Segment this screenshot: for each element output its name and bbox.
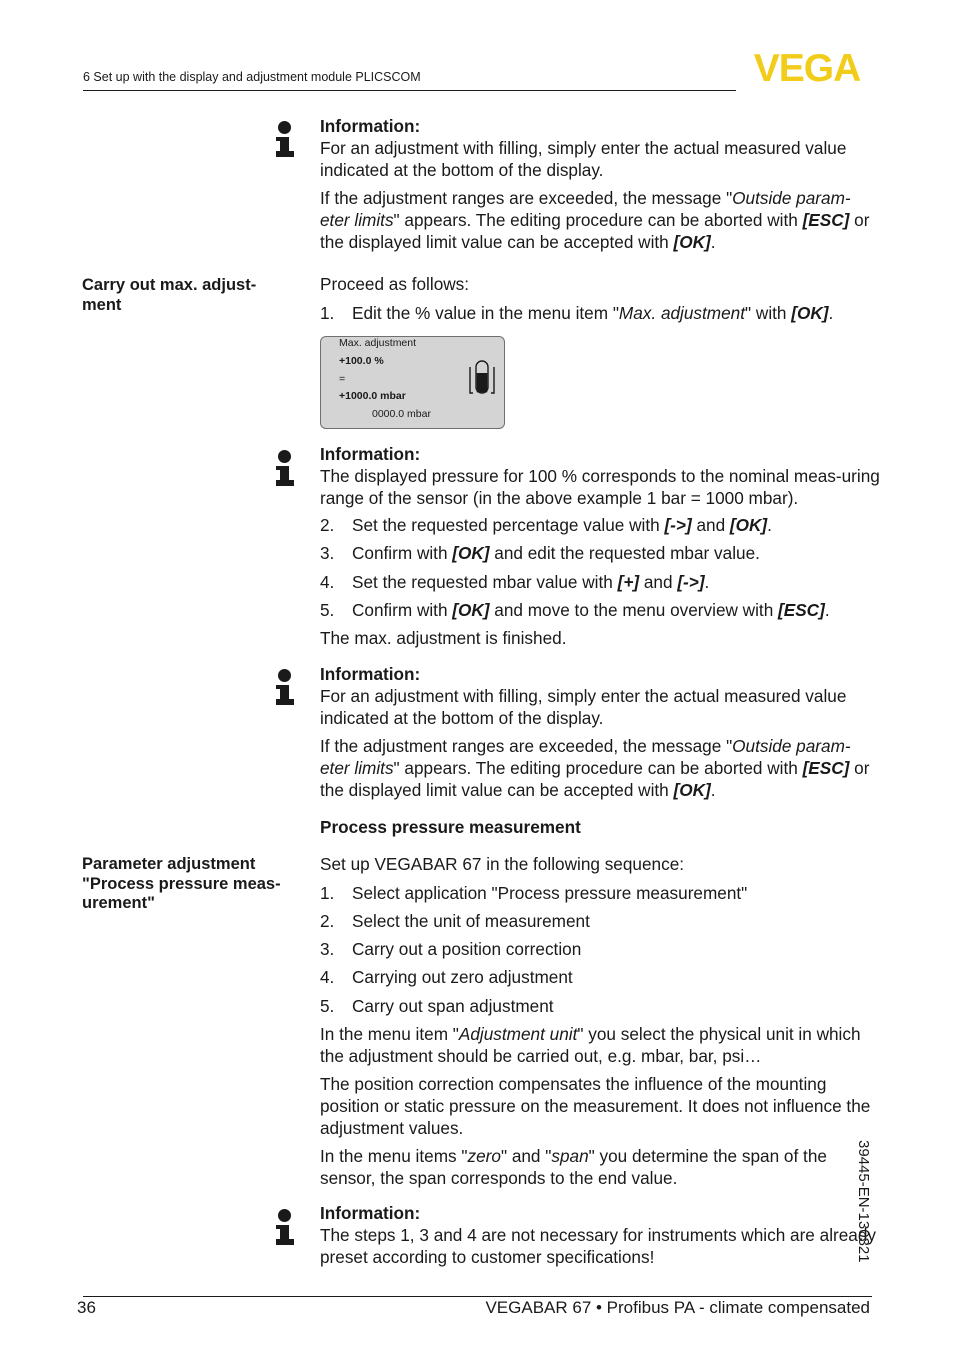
list-item: 1. Edit the % value in the menu item "Max. adjustment" with [OK].: [320, 303, 834, 323]
display-reading: 0000.0 mbar: [372, 408, 431, 420]
side-heading-max-adjustment: Carry out max. adjust-ment: [82, 276, 257, 314]
info-text: For an adjustment with filling, simply enter the actual measured value indicated at the bottom of the display.: [320, 686, 847, 728]
list-item: 4. Set the requested mbar value with [+] and [->].: [320, 572, 710, 592]
list-item: 1. Select application "Process pressure measurement": [320, 883, 748, 903]
display-equals: =: [339, 373, 346, 385]
logo-text: VEGA: [753, 50, 861, 84]
sensor-icon: [467, 357, 497, 397]
list-item: 2. Set the requested percentage value with [->] and [OK].: [320, 515, 772, 535]
info-label: Information:: [320, 1203, 421, 1223]
max-intro: Proceed as follows:: [320, 274, 470, 294]
info-block-3: [320, 663, 880, 801]
footer-title: VEGABAR 67 • Profibus PA - climate compensated: [485, 1298, 870, 1317]
position-correction-text: The position correction compensates the influence of the mounting position or static pressure on the measurement. It does not influence the adjustment values.: [320, 1074, 871, 1138]
list-item: 3. Confirm with [OK] and edit the requested mbar value.: [320, 543, 760, 563]
info-icon: [276, 121, 294, 159]
header-section-title: 6 Set up with the display and adjustment module PLICSCOM: [83, 70, 421, 84]
display-screen: [320, 336, 505, 429]
list-item: 5. Carry out span adjustment: [320, 996, 554, 1016]
side-heading-parameter-adjustment: Parameter adjustment "Process pressure meas-urement": [82, 855, 281, 912]
adjustment-unit-text: In the menu item "Adjustment unit" you select the physical unit in which the adjustment should be carried out, e.g. mbar, bar, psi…: [320, 1024, 861, 1066]
info-block-1: [320, 115, 880, 253]
list-item: 4. Carrying out zero adjustment: [320, 967, 573, 987]
info-icon: [276, 1209, 294, 1247]
info-label: Information:: [320, 444, 421, 464]
info-text-limits: If the adjustment ranges are exceeded, the message "Outside param-eter limits" appears. The editing procedure can be aborted with [ESC] or the displayed limit value can be accepted with [OK].: [320, 188, 870, 252]
page-number: 36: [77, 1298, 96, 1317]
header-divider: [83, 90, 736, 91]
display-pressure: +1000.0 mbar: [339, 390, 406, 402]
info-text-limits: If the adjustment ranges are exceeded, the message "Outside param-eter limits" appears. The editing procedure can be aborted with [ESC] or the displayed limit value can be accepted with [OK].: [320, 736, 870, 800]
info-label: Information:: [320, 116, 421, 136]
section-heading-process-pressure: Process pressure measurement: [320, 817, 581, 837]
max-finished-text: The max. adjustment is finished.: [320, 628, 567, 648]
list-item: 3. Carry out a position correction: [320, 939, 582, 959]
info-text: The displayed pressure for 100 % corresponds to the nominal meas-uring range of the sensor (in the above example 1 bar = 1000 mbar).: [320, 466, 880, 508]
display-percent: +100.0 %: [339, 355, 384, 367]
info-text: For an adjustment with filling, simply enter the actual measured value indicated at the bottom of the display.: [320, 138, 847, 180]
vega-logo: [740, 50, 874, 84]
zero-span-text: In the menu items "zero" and "span" you determine the span of the sensor, the span corresponds to the end value.: [320, 1146, 827, 1188]
info-block-2: [320, 443, 880, 509]
list-item: 5. Confirm with [OK] and move to the menu overview with [ESC].: [320, 600, 830, 620]
display-title: Max. adjustment: [339, 337, 417, 349]
list-item: 2. Select the unit of measurement: [320, 911, 590, 931]
info-text: The steps 1, 3 and 4 are not necessary for instruments which are already preset according to customer specifications!: [320, 1225, 877, 1267]
process-intro: Set up VEGABAR 67 in the following sequence:: [320, 854, 685, 874]
document-code: 39445-EN-130321: [855, 1140, 872, 1263]
info-icon: [276, 669, 294, 707]
footer-divider: [83, 1296, 872, 1297]
info-icon: [276, 450, 294, 488]
info-label: Information:: [320, 664, 421, 684]
info-block-4: [320, 1202, 880, 1268]
